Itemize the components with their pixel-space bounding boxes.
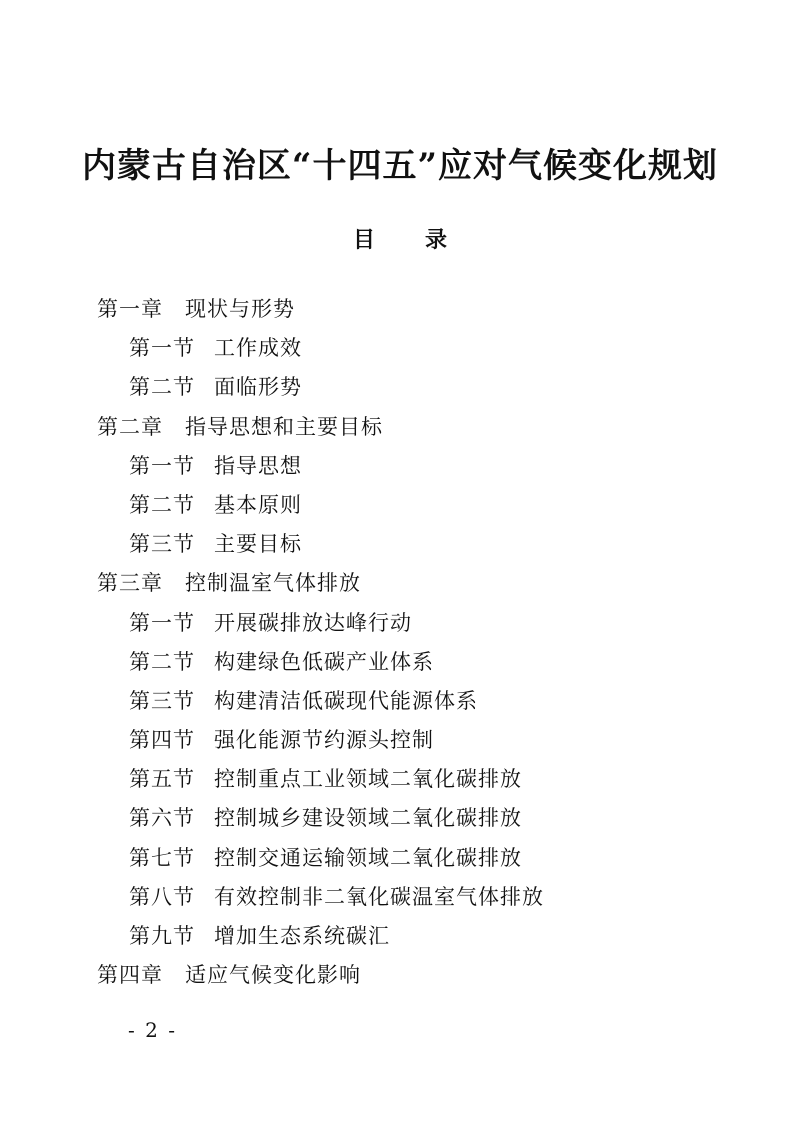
toc-section-entry bbox=[97, 839, 737, 878]
toc-section-entry bbox=[97, 721, 737, 760]
toc-section-entry bbox=[97, 525, 737, 564]
toc-chapter-entry bbox=[97, 564, 737, 603]
toc-entry-title: 适应气候变化影响 bbox=[185, 963, 361, 988]
toc-entry-number: 第五节 bbox=[129, 767, 195, 792]
toc-entry-number: 第九节 bbox=[129, 924, 195, 948]
toc-entry-title: 基本原则 bbox=[214, 492, 302, 517]
toc-entry-title: 开展碳排放达峰行动 bbox=[214, 610, 412, 635]
toc-entry-title: 面临形势 bbox=[214, 375, 302, 400]
toc-section-entry bbox=[97, 447, 737, 486]
toc-entry-number: 第二节 bbox=[129, 492, 195, 517]
toc-entry-title: 指导思想 bbox=[214, 453, 302, 478]
toc-entry-title: 强化能源节约源头控制 bbox=[214, 728, 434, 753]
toc-entry-title: 主要目标 bbox=[214, 532, 302, 557]
toc-entry-number: 第一节 bbox=[129, 453, 195, 478]
toc-section-entry bbox=[97, 643, 737, 682]
toc-section-entry bbox=[97, 682, 737, 721]
toc-entry-number: 第二节 bbox=[129, 375, 195, 400]
toc-entry-number: 第一节 bbox=[129, 610, 195, 635]
toc-entry-number: 第七节 bbox=[129, 845, 195, 870]
toc-section-entry bbox=[97, 917, 737, 956]
toc-entry-title: 控制重点工业领域二氧化碳排放 bbox=[214, 767, 522, 792]
toc-entry-title: 指导思想和主要目标 bbox=[185, 414, 383, 439]
toc-entry-number: 第一节 bbox=[129, 336, 195, 361]
toc-entry-number: 第三节 bbox=[129, 688, 195, 713]
toc-entry-number: 第二节 bbox=[129, 649, 195, 674]
toc-chapter-entry bbox=[97, 956, 737, 995]
toc-section-entry bbox=[97, 604, 737, 643]
toc-entry-title: 控制温室气体排放 bbox=[185, 571, 361, 596]
toc-section-entry bbox=[97, 799, 737, 838]
toc-section-entry bbox=[97, 368, 737, 407]
toc-chapter-entry bbox=[97, 290, 737, 329]
toc-entry-title: 现状与形势 bbox=[185, 297, 295, 321]
toc-heading: 目录 bbox=[352, 228, 497, 253]
toc-entry-title: 增加生态系统碳汇 bbox=[214, 924, 390, 948]
toc-entry-number: 第六节 bbox=[129, 806, 195, 831]
toc-entry-number: 第三节 bbox=[129, 532, 195, 557]
toc-section-entry bbox=[97, 878, 737, 917]
toc-entry-number: 第三章 bbox=[97, 571, 163, 596]
toc-entry-title: 构建绿色低碳产业体系 bbox=[214, 649, 434, 674]
document-title: 内蒙古自治区“十四五”应对气候变化规划 bbox=[81, 146, 719, 186]
table-of-contents bbox=[97, 290, 737, 995]
toc-entry-title: 构建清洁低碳现代能源体系 bbox=[214, 688, 478, 713]
toc-section-entry bbox=[97, 760, 737, 799]
toc-chapter-entry bbox=[97, 408, 737, 447]
toc-entry-title: 有效控制非二氧化碳温室气体排放 bbox=[214, 884, 544, 909]
page-number: - 2 - bbox=[128, 1018, 177, 1042]
toc-entry-number: 第八节 bbox=[129, 884, 195, 909]
toc-entry-title: 控制交通运输领域二氧化碳排放 bbox=[214, 845, 522, 870]
toc-entry-number: 第二章 bbox=[97, 414, 163, 439]
toc-section-entry bbox=[97, 329, 737, 368]
toc-entry-number: 第四章 bbox=[97, 963, 163, 988]
toc-section-entry bbox=[97, 486, 737, 525]
toc-entry-number: 第一章 bbox=[97, 297, 163, 321]
toc-entry-title: 控制城乡建设领域二氧化碳排放 bbox=[214, 806, 522, 831]
toc-entry-title: 工作成效 bbox=[214, 336, 302, 361]
toc-entry-number: 第四节 bbox=[129, 728, 195, 753]
